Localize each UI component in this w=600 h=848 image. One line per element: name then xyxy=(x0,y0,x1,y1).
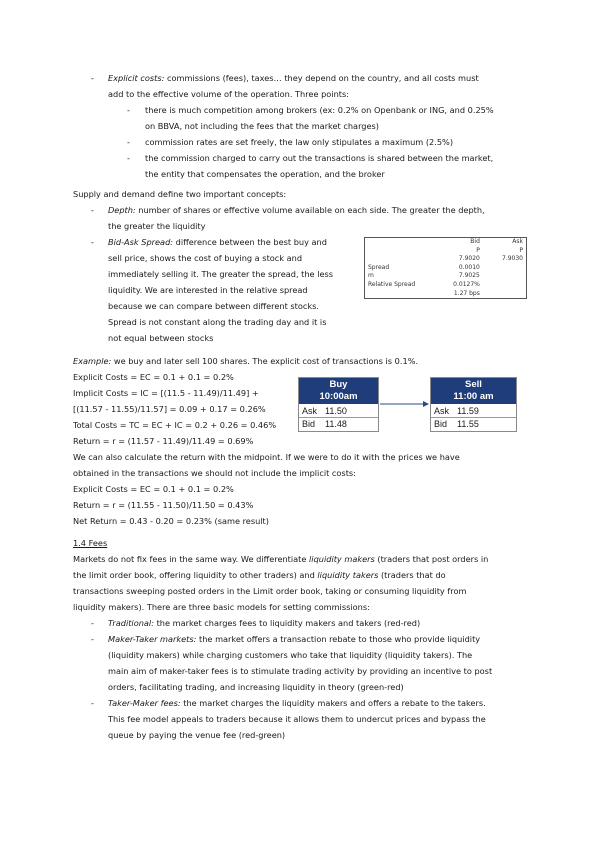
buy-bid-label: Bid xyxy=(302,419,316,429)
sell-ask-row xyxy=(431,405,516,417)
point-2-line-1: commission rates are set freely, the law only stipulates a maximum (2.5%) xyxy=(145,137,454,147)
taker-maker-label: Taker-Maker fees: xyxy=(108,698,181,708)
net-return-formula: Net Return = 0.43 - 0.20 = 0.23% (same result) xyxy=(73,516,269,526)
sub-p1: P xyxy=(476,246,480,254)
traditional-line xyxy=(108,618,420,629)
bullet-dash: - xyxy=(91,618,94,628)
midpoint-line-1: We can also calculate the return with the midpoint. If we were to do it with the prices we have xyxy=(73,452,460,462)
ask-price: 7.9030 xyxy=(502,255,523,263)
point-3-line-1: the commission charged to carry out the transactions is shared between the market, xyxy=(145,153,494,163)
relative-spread-value: 0.0127% xyxy=(453,280,480,288)
fees-p1-line-3: transactions sweeping posted orders in the Limit order book, taking or consuming liquidity from xyxy=(73,586,467,596)
buy-ask-row xyxy=(299,405,378,417)
buy-bid-row xyxy=(299,417,378,430)
header-ask: Ask xyxy=(512,238,523,245)
traditional-text: the market charges fees to liquidity makers and takers (red-red) xyxy=(153,618,421,628)
example-intro-text: we buy and later sell 100 shares. The explicit cost of transactions is 0.1%. xyxy=(111,356,419,366)
sell-bid-row xyxy=(431,417,516,430)
return-formula: Return = r = (11.57 - 11.49)/11.49 = 0.69% xyxy=(73,436,254,446)
implicit-costs-formula-1: Implicit Costs = IC = [(11.5 - 11.49)/11.49] + xyxy=(73,388,259,398)
example-intro xyxy=(73,356,418,367)
explicit-costs-formula-2: Explicit Costs = EC = 0.1 + 0.1 = 0.2% xyxy=(73,484,234,494)
spread-value: 0.0010 xyxy=(458,263,480,271)
bullet-dash: - xyxy=(127,153,130,163)
spread-line-3: immediately selling it. The greater the spread, the less xyxy=(108,269,334,279)
bps-value: 1.27 bps xyxy=(453,289,480,297)
sell-box-header xyxy=(431,378,516,404)
sell-ask-label: Ask xyxy=(434,406,450,416)
taker-maker-line-1 xyxy=(108,698,486,709)
table-cell xyxy=(483,290,527,299)
point-1-line-1: there is much competition among brokers (ex: 0.2% on Openbank or ING, and 0.25% xyxy=(145,105,494,115)
spread-line-2: sell price, shows the cost of buying a stock and xyxy=(108,253,303,263)
taker-maker-text: the market charges the liquidity makers and offers a rebate to the takers. xyxy=(180,698,486,708)
buy-time: 10:00am xyxy=(319,391,358,402)
maker-taker-line-1 xyxy=(108,634,480,645)
table-cell xyxy=(483,272,527,281)
buy-box xyxy=(298,377,379,432)
sell-time: 11:00 am xyxy=(453,391,494,402)
bullet-dash: - xyxy=(91,73,94,83)
buy-box-header xyxy=(299,378,378,404)
explicit-costs-label: Explicit costs: xyxy=(108,73,165,83)
table-row xyxy=(365,290,527,299)
spread-label: Bid-Ask Spread: xyxy=(108,237,174,247)
maker-taker-line-2: (liquidity makers) while charging customers who take that liquidity (liquidity takers). The xyxy=(108,650,473,660)
table-row xyxy=(365,247,527,256)
table-cell xyxy=(365,247,432,256)
taker-maker-line-2: This fee model appeals to traders because it allows them to undercut prices and bypass the xyxy=(108,714,486,724)
taker-maker-line-3: queue by paying the venue fee (red-green) xyxy=(108,730,286,740)
buy-bid-value: 11.48 xyxy=(325,419,347,429)
maker-taker-label: Maker-Taker markets: xyxy=(108,634,197,644)
spread-line-5: because we can compare between different stocks. xyxy=(108,301,319,311)
depth-text-1: number of shares or effective volume available on each side. The greater the depth, xyxy=(135,205,485,215)
fees-text: (traders that do xyxy=(378,570,446,580)
spread-line-1 xyxy=(108,237,327,248)
sell-title: Sell xyxy=(465,379,482,390)
explicit-costs-line-2: add to the effective volume of the operation. Three points: xyxy=(108,89,350,99)
sell-bid-label: Bid xyxy=(434,419,448,429)
explicit-costs-text-1: commissions (fees), taxes… they depend on the country, and all costs must xyxy=(164,73,479,83)
sell-box xyxy=(430,377,517,432)
table-cell xyxy=(365,238,432,247)
maker-taker-text: the market offers a transaction rebate to those who provide liquidity xyxy=(196,634,481,644)
explicit-costs-formula: Explicit Costs = EC = 0.1 + 0.1 = 0.2% xyxy=(73,372,234,382)
m-value: 7.9025 xyxy=(458,272,480,280)
fees-p1-line-2 xyxy=(73,570,446,581)
liquidity-makers-term: liquidity makers xyxy=(309,554,375,564)
sell-bid-value: 11.55 xyxy=(457,419,479,429)
depth-line-2: the greater the liquidity xyxy=(108,221,206,231)
table-cell xyxy=(365,255,432,264)
bullet-dash: - xyxy=(127,137,130,147)
bullet-dash: - xyxy=(91,698,94,708)
midpoint-line-2: obtained in the transactions we should not include the implicit costs: xyxy=(73,468,356,478)
table-cell xyxy=(365,290,432,299)
m-label: m xyxy=(368,272,374,280)
explicit-costs-line-1 xyxy=(108,73,528,84)
table-cell xyxy=(483,264,527,273)
depth-label: Depth: xyxy=(108,205,136,215)
spread-line-4: liquidity. We are interested in the relative spread xyxy=(108,285,308,295)
spread-line-6: Spread is not constant along the trading day and it is xyxy=(108,317,327,327)
point-3-line-2: the entity that compensates the operation, and the broker xyxy=(145,169,385,179)
relative-spread-label: Relative Spread xyxy=(368,280,416,288)
supply-demand-intro: Supply and demand define two important concepts: xyxy=(73,189,287,199)
spread-row-label: Spread xyxy=(368,263,390,271)
sub-p2: P xyxy=(519,246,523,254)
implicit-costs-formula-2: [(11.57 - 11.55)/11.57] = 0.09 + 0.17 = 0.26% xyxy=(73,404,266,414)
header-bid: Bid xyxy=(470,238,480,245)
table-row xyxy=(365,255,527,264)
section-heading: 1.4 Fees xyxy=(73,538,108,548)
buy-ask-value: 11.50 xyxy=(325,406,347,416)
liquidity-takers-term: liquidity takers xyxy=(317,570,379,580)
bullet-dash: - xyxy=(91,634,94,644)
maker-taker-line-4: orders, facilitating trading, and increasing liquidity in theory (green-red) xyxy=(108,682,404,692)
bullet-dash: - xyxy=(91,205,94,215)
fees-text: the limit order book, offering liquidity to other traders) and xyxy=(73,570,318,580)
buy-title: Buy xyxy=(329,379,348,390)
table-row xyxy=(365,238,527,247)
fees-p1-line-1 xyxy=(73,554,488,565)
table-row xyxy=(365,281,527,290)
table-row xyxy=(365,264,527,273)
fees-text: Markets do not fix fees in the same way. We differentiate xyxy=(73,554,310,564)
buy-ask-label: Ask xyxy=(302,406,318,416)
bid-price: 7.9020 xyxy=(458,255,480,263)
bullet-dash: - xyxy=(91,237,94,247)
bullet-dash: - xyxy=(127,105,130,115)
spread-table xyxy=(364,237,527,299)
total-costs-formula: Total Costs = TC = EC + IC = 0.2 + 0.26 = 0.46% xyxy=(73,420,277,430)
depth-line-1 xyxy=(108,205,485,216)
traditional-label: Traditional: xyxy=(108,618,154,628)
table-cell xyxy=(483,281,527,290)
spread-text-1: difference between the best buy and xyxy=(173,237,327,247)
fees-p1-line-4: liquidity makers). There are three basic models for setting commissions: xyxy=(73,602,370,612)
return-formula-2: Return = r = (11.55 - 11.50)/11.50 = 0.43% xyxy=(73,500,254,510)
table-row xyxy=(365,272,527,281)
point-1-line-2: on BBVA, not including the fees that the market charges) xyxy=(145,121,379,131)
maker-taker-line-3: main aim of maker-taker fees is to stimulate trading activity by providing an incentive to post xyxy=(108,666,493,676)
spread-line-7: not equal between stocks xyxy=(108,333,214,343)
fees-text: (traders that post orders in xyxy=(374,554,489,564)
arrow-right-icon xyxy=(378,399,431,409)
sell-ask-value: 11.59 xyxy=(457,406,479,416)
example-label: Example: xyxy=(73,356,112,366)
